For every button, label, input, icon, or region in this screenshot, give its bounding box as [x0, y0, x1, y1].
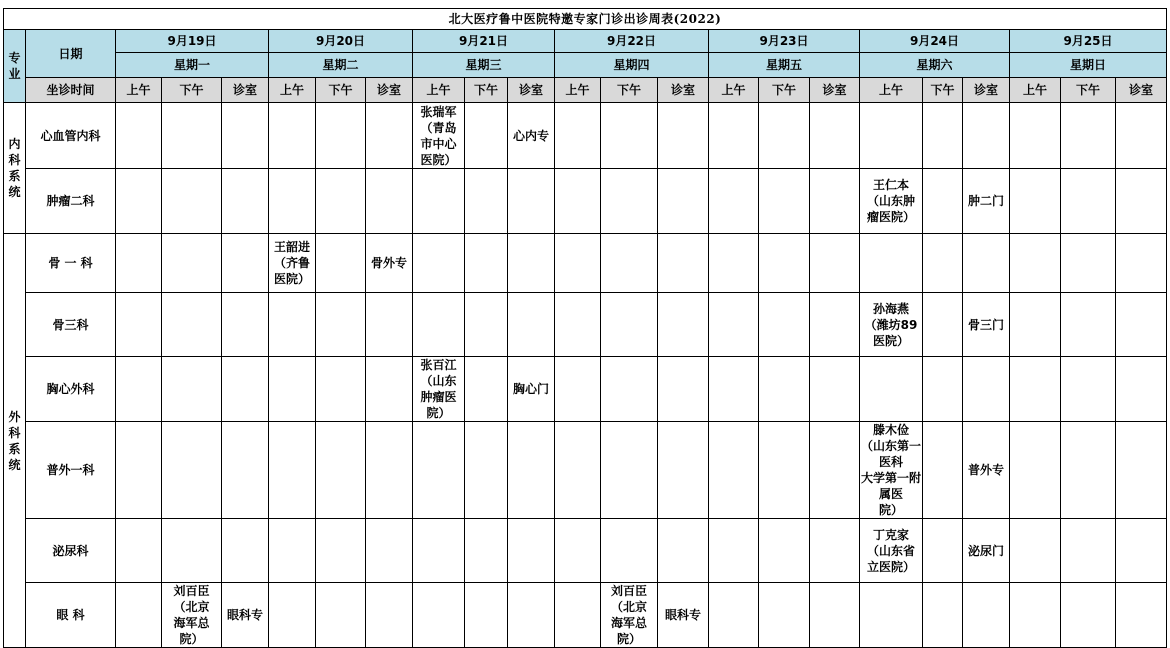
- slot-am: [269, 519, 316, 583]
- group-label: 内科系统: [8, 137, 21, 199]
- expert-line: 大学第一附属医: [860, 471, 921, 501]
- expert-line: 立医院）: [866, 559, 915, 574]
- department-cell: 心血管内科: [26, 103, 116, 169]
- expert-cell: [162, 583, 222, 648]
- room-cell: [963, 357, 1010, 422]
- expert-line: 张瑞军: [420, 104, 457, 119]
- slot-pm: [162, 422, 222, 519]
- slot-pm: [1061, 103, 1116, 169]
- slot-pm: [465, 422, 508, 519]
- slot-am: [1010, 583, 1061, 648]
- slot-pm: [316, 422, 366, 519]
- slot-am: [709, 103, 759, 169]
- room-cell: [1116, 103, 1167, 169]
- slot-am: [116, 519, 162, 583]
- slot-am: [1010, 422, 1061, 519]
- slot-pm: [923, 422, 963, 519]
- room-cell: 肿二门: [963, 169, 1010, 234]
- expert-cell: [269, 234, 316, 293]
- slot-pm: [601, 519, 658, 583]
- expert-cell: [413, 103, 465, 169]
- room-cell: [658, 169, 709, 234]
- room-cell: [1116, 422, 1167, 519]
- slot-pm: [601, 293, 658, 357]
- slot-pm: [316, 357, 366, 422]
- room-header: 诊室: [222, 78, 269, 103]
- slot-pm: [316, 234, 366, 293]
- room-cell: [1116, 357, 1167, 422]
- slot-am: [413, 583, 465, 648]
- table-row: [4, 357, 1167, 422]
- pm-header: 下午: [601, 78, 658, 103]
- expert-line: 海军总: [610, 616, 647, 630]
- slot-pm: [465, 357, 508, 422]
- pm-header: 下午: [162, 78, 222, 103]
- room-cell: [810, 103, 860, 169]
- room-cell: [1116, 234, 1167, 293]
- room-cell: [810, 583, 860, 648]
- slot-pm: [601, 103, 658, 169]
- slot-pm: [465, 169, 508, 234]
- slot-am: [116, 422, 162, 519]
- pm-header: 下午: [1061, 78, 1116, 103]
- slot-am: [116, 357, 162, 422]
- room-cell: [508, 583, 555, 648]
- room-cell: 胸心门: [508, 357, 555, 422]
- am-header: 上午: [413, 78, 465, 103]
- slot-pm: [162, 293, 222, 357]
- room-cell: [810, 422, 860, 519]
- room-cell: [222, 293, 269, 357]
- department-cell: 普外一科: [26, 422, 116, 519]
- expert-line: 医院）: [420, 152, 457, 167]
- table-row: [4, 293, 1167, 357]
- slot-pm: [601, 357, 658, 422]
- room-cell: [222, 422, 269, 519]
- slot-pm: [759, 293, 810, 357]
- slot-pm: [1061, 169, 1116, 234]
- room-cell: [366, 103, 413, 169]
- date-header: 日期: [26, 30, 116, 78]
- slot-am: [269, 293, 316, 357]
- room-cell: [508, 234, 555, 293]
- room-cell: [1116, 169, 1167, 234]
- room-cell: 骨三门: [963, 293, 1010, 357]
- room-cell: [1116, 293, 1167, 357]
- expert-line: 王韶进: [273, 240, 310, 254]
- expert-cell: [860, 169, 923, 234]
- slot-pm: [162, 357, 222, 422]
- table-row: [4, 234, 1167, 293]
- room-cell: [658, 422, 709, 519]
- slot-pm: [1061, 583, 1116, 648]
- slot-am: [269, 169, 316, 234]
- slot-pm: [923, 103, 963, 169]
- table-row: [4, 422, 1167, 519]
- table-row: [4, 519, 1167, 583]
- room-header: 诊室: [1116, 78, 1167, 103]
- expert-cell: [413, 357, 465, 422]
- schedule-table: [3, 8, 1167, 648]
- date-cell: 9月19日: [116, 30, 269, 53]
- room-cell: [222, 357, 269, 422]
- slot-pm: [162, 169, 222, 234]
- slot-am: [555, 519, 601, 583]
- expert-line: 院）: [179, 632, 204, 646]
- room-cell: [658, 357, 709, 422]
- slot-am: [709, 234, 759, 293]
- room-cell: 眼科专: [658, 583, 709, 648]
- room-cell: [508, 293, 555, 357]
- room-cell: [658, 103, 709, 169]
- expert-line: 王仁本: [872, 178, 909, 192]
- slot-pm: [316, 519, 366, 583]
- room-cell: [810, 519, 860, 583]
- slot-am: [555, 422, 601, 519]
- slot-am: [709, 422, 759, 519]
- slot-am: [116, 293, 162, 357]
- slot-am: [555, 169, 601, 234]
- weekday-cell: 星期三: [413, 53, 555, 78]
- expert-line: 医院）: [273, 272, 310, 286]
- department-cell: 眼 科: [26, 583, 116, 648]
- room-cell: [1116, 583, 1167, 648]
- am-header: 上午: [116, 78, 162, 103]
- room-cell: 骨外专: [366, 234, 413, 293]
- room-cell: [366, 293, 413, 357]
- room-cell: [222, 103, 269, 169]
- am-header: 上午: [709, 78, 759, 103]
- weekday-cell: 星期四: [555, 53, 709, 78]
- slot-pm: [759, 234, 810, 293]
- expert-line: 孙海燕: [872, 301, 909, 316]
- expert-line: 肿瘤医: [420, 390, 457, 404]
- weekday-cell: 星期六: [860, 53, 1010, 78]
- slot-pm: [1061, 293, 1116, 357]
- room-cell: [658, 519, 709, 583]
- expert-line: （北京: [610, 600, 647, 614]
- room-cell: [366, 422, 413, 519]
- slot-am: [709, 583, 759, 648]
- department-cell: 泌尿科: [26, 519, 116, 583]
- room-cell: 眼科专: [222, 583, 269, 648]
- group-label: 外科系统: [8, 409, 21, 472]
- expert-line: （潍坊89: [864, 317, 918, 332]
- table-row: [4, 169, 1167, 234]
- expert-cell: [601, 583, 658, 648]
- room-cell: [222, 169, 269, 234]
- slot-am: [413, 422, 465, 519]
- time-header: 坐诊时间: [26, 78, 116, 103]
- room-header: 诊室: [366, 78, 413, 103]
- slot-am: [1010, 519, 1061, 583]
- room-cell: [658, 293, 709, 357]
- department-cell: 骨 一 科: [26, 234, 116, 293]
- table-row: [4, 103, 1167, 169]
- expert-line: 院）: [426, 406, 451, 420]
- room-cell: [222, 234, 269, 293]
- slot-am: [555, 293, 601, 357]
- slot-pm: [465, 103, 508, 169]
- expert-cell: [860, 293, 923, 357]
- room-cell: 普外专: [963, 422, 1010, 519]
- expert-line: 院）: [616, 632, 641, 646]
- room-cell: [963, 103, 1010, 169]
- room-header: 诊室: [658, 78, 709, 103]
- slot-am: [709, 169, 759, 234]
- slot-am: [1010, 357, 1061, 422]
- slot-pm: [601, 422, 658, 519]
- slot-pm: [601, 234, 658, 293]
- weekday-cell: 星期日: [1010, 53, 1167, 78]
- room-header: 诊室: [963, 78, 1010, 103]
- room-cell: [1116, 519, 1167, 583]
- slot-am: [555, 103, 601, 169]
- slot-pm: [316, 169, 366, 234]
- slot-am: [1010, 169, 1061, 234]
- slot-am: [555, 234, 601, 293]
- slot-am: [860, 234, 923, 293]
- slot-pm: [923, 357, 963, 422]
- slot-pm: [759, 519, 810, 583]
- room-cell: [366, 519, 413, 583]
- slot-am: [1010, 293, 1061, 357]
- department-cell: 肿瘤二科: [26, 169, 116, 234]
- slot-pm: [759, 357, 810, 422]
- slot-am: [269, 422, 316, 519]
- expert-line: 海军总: [173, 616, 210, 630]
- department-cell: 骨三科: [26, 293, 116, 357]
- date-cell: 9月25日: [1010, 30, 1167, 53]
- slot-am: [269, 103, 316, 169]
- slot-pm: [759, 422, 810, 519]
- slot-am: [269, 357, 316, 422]
- expert-line: （北京: [173, 600, 210, 614]
- room-cell: [508, 422, 555, 519]
- slot-am: [116, 583, 162, 648]
- room-cell: [963, 234, 1010, 293]
- expert-cell: [860, 519, 923, 583]
- room-cell: [810, 293, 860, 357]
- date-cell: 9月24日: [860, 30, 1010, 53]
- pm-header: 下午: [759, 78, 810, 103]
- slot-pm: [923, 234, 963, 293]
- slot-am: [555, 583, 601, 648]
- slot-pm: [759, 103, 810, 169]
- room-cell: 泌尿门: [963, 519, 1010, 583]
- slot-am: [413, 169, 465, 234]
- pm-header: 下午: [923, 78, 963, 103]
- date-cell: 9月20日: [269, 30, 413, 53]
- slot-pm: [162, 519, 222, 583]
- slot-pm: [759, 169, 810, 234]
- slot-pm: [316, 293, 366, 357]
- weekday-cell: 星期一: [116, 53, 269, 78]
- slot-pm: [1061, 357, 1116, 422]
- room-cell: [810, 234, 860, 293]
- am-header: 上午: [860, 78, 923, 103]
- expert-line: （山东肿: [866, 194, 915, 208]
- group-cell: [4, 234, 26, 648]
- expert-line: 滕木俭: [872, 423, 909, 437]
- pm-header: 下午: [465, 78, 508, 103]
- slot-am: [709, 293, 759, 357]
- slot-pm: [465, 583, 508, 648]
- expert-line: 市中心: [420, 136, 457, 151]
- room-cell: [658, 234, 709, 293]
- expert-line: （青岛: [420, 120, 457, 135]
- slot-am: [413, 293, 465, 357]
- expert-line: （齐鲁: [273, 256, 310, 270]
- date-cell: 9月22日: [555, 30, 709, 53]
- slot-pm: [759, 583, 810, 648]
- specialty-header: 专业: [4, 30, 26, 103]
- expert-line: 院）: [878, 503, 903, 517]
- expert-line: （山东第一医科: [860, 439, 921, 469]
- date-cell: 9月23日: [709, 30, 860, 53]
- weekday-cell: 星期五: [709, 53, 860, 78]
- slot-pm: [601, 169, 658, 234]
- slot-pm: [1061, 519, 1116, 583]
- slot-am: [116, 234, 162, 293]
- expert-line: 张百江: [420, 358, 457, 372]
- expert-line: 刘百臣: [610, 584, 647, 598]
- expert-line: 丁克家: [872, 527, 909, 542]
- expert-line: 刘百臣: [173, 584, 210, 598]
- slot-pm: [923, 583, 963, 648]
- room-cell: 心内专: [508, 103, 555, 169]
- slot-am: [709, 519, 759, 583]
- slot-am: [269, 583, 316, 648]
- room-cell: [222, 519, 269, 583]
- room-cell: [366, 169, 413, 234]
- slot-am: [555, 357, 601, 422]
- slot-pm: [316, 583, 366, 648]
- room-cell: [810, 169, 860, 234]
- slot-pm: [923, 293, 963, 357]
- am-header: 上午: [269, 78, 316, 103]
- slot-am: [1010, 103, 1061, 169]
- table-row: [4, 583, 1167, 648]
- group-cell: [4, 103, 26, 234]
- room-cell: [508, 519, 555, 583]
- slot-pm: [465, 293, 508, 357]
- slot-pm: [162, 234, 222, 293]
- room-cell: [366, 583, 413, 648]
- slot-am: [413, 519, 465, 583]
- room-cell: [810, 357, 860, 422]
- slot-am: [116, 103, 162, 169]
- room-cell: [366, 357, 413, 422]
- expert-line: 瘤医院）: [866, 210, 915, 224]
- department-cell: 胸心外科: [26, 357, 116, 422]
- weekday-cell: 星期二: [269, 53, 413, 78]
- slot-pm: [316, 103, 366, 169]
- slot-am: [413, 234, 465, 293]
- sheet-title: 北大医疗鲁中医院特邀专家门诊出诊周表(2022): [4, 9, 1167, 30]
- am-header: 上午: [1010, 78, 1061, 103]
- am-header: 上午: [555, 78, 601, 103]
- date-cell: 9月21日: [413, 30, 555, 53]
- slot-am: [116, 169, 162, 234]
- room-cell: [963, 583, 1010, 648]
- slot-pm: [1061, 422, 1116, 519]
- slot-pm: [465, 234, 508, 293]
- pm-header: 下午: [316, 78, 366, 103]
- room-header: 诊室: [810, 78, 860, 103]
- slot-pm: [162, 103, 222, 169]
- slot-am: [860, 103, 923, 169]
- slot-am: [709, 357, 759, 422]
- slot-pm: [923, 519, 963, 583]
- slot-am: [860, 583, 923, 648]
- slot-pm: [465, 519, 508, 583]
- expert-cell: [860, 422, 923, 519]
- expert-line: （山东: [420, 374, 457, 388]
- slot-am: [860, 357, 923, 422]
- expert-line: 医院）: [872, 333, 909, 348]
- slot-pm: [923, 169, 963, 234]
- slot-am: [1010, 234, 1061, 293]
- expert-line: （山东省: [866, 543, 915, 558]
- room-header: 诊室: [508, 78, 555, 103]
- slot-pm: [1061, 234, 1116, 293]
- room-cell: [508, 169, 555, 234]
